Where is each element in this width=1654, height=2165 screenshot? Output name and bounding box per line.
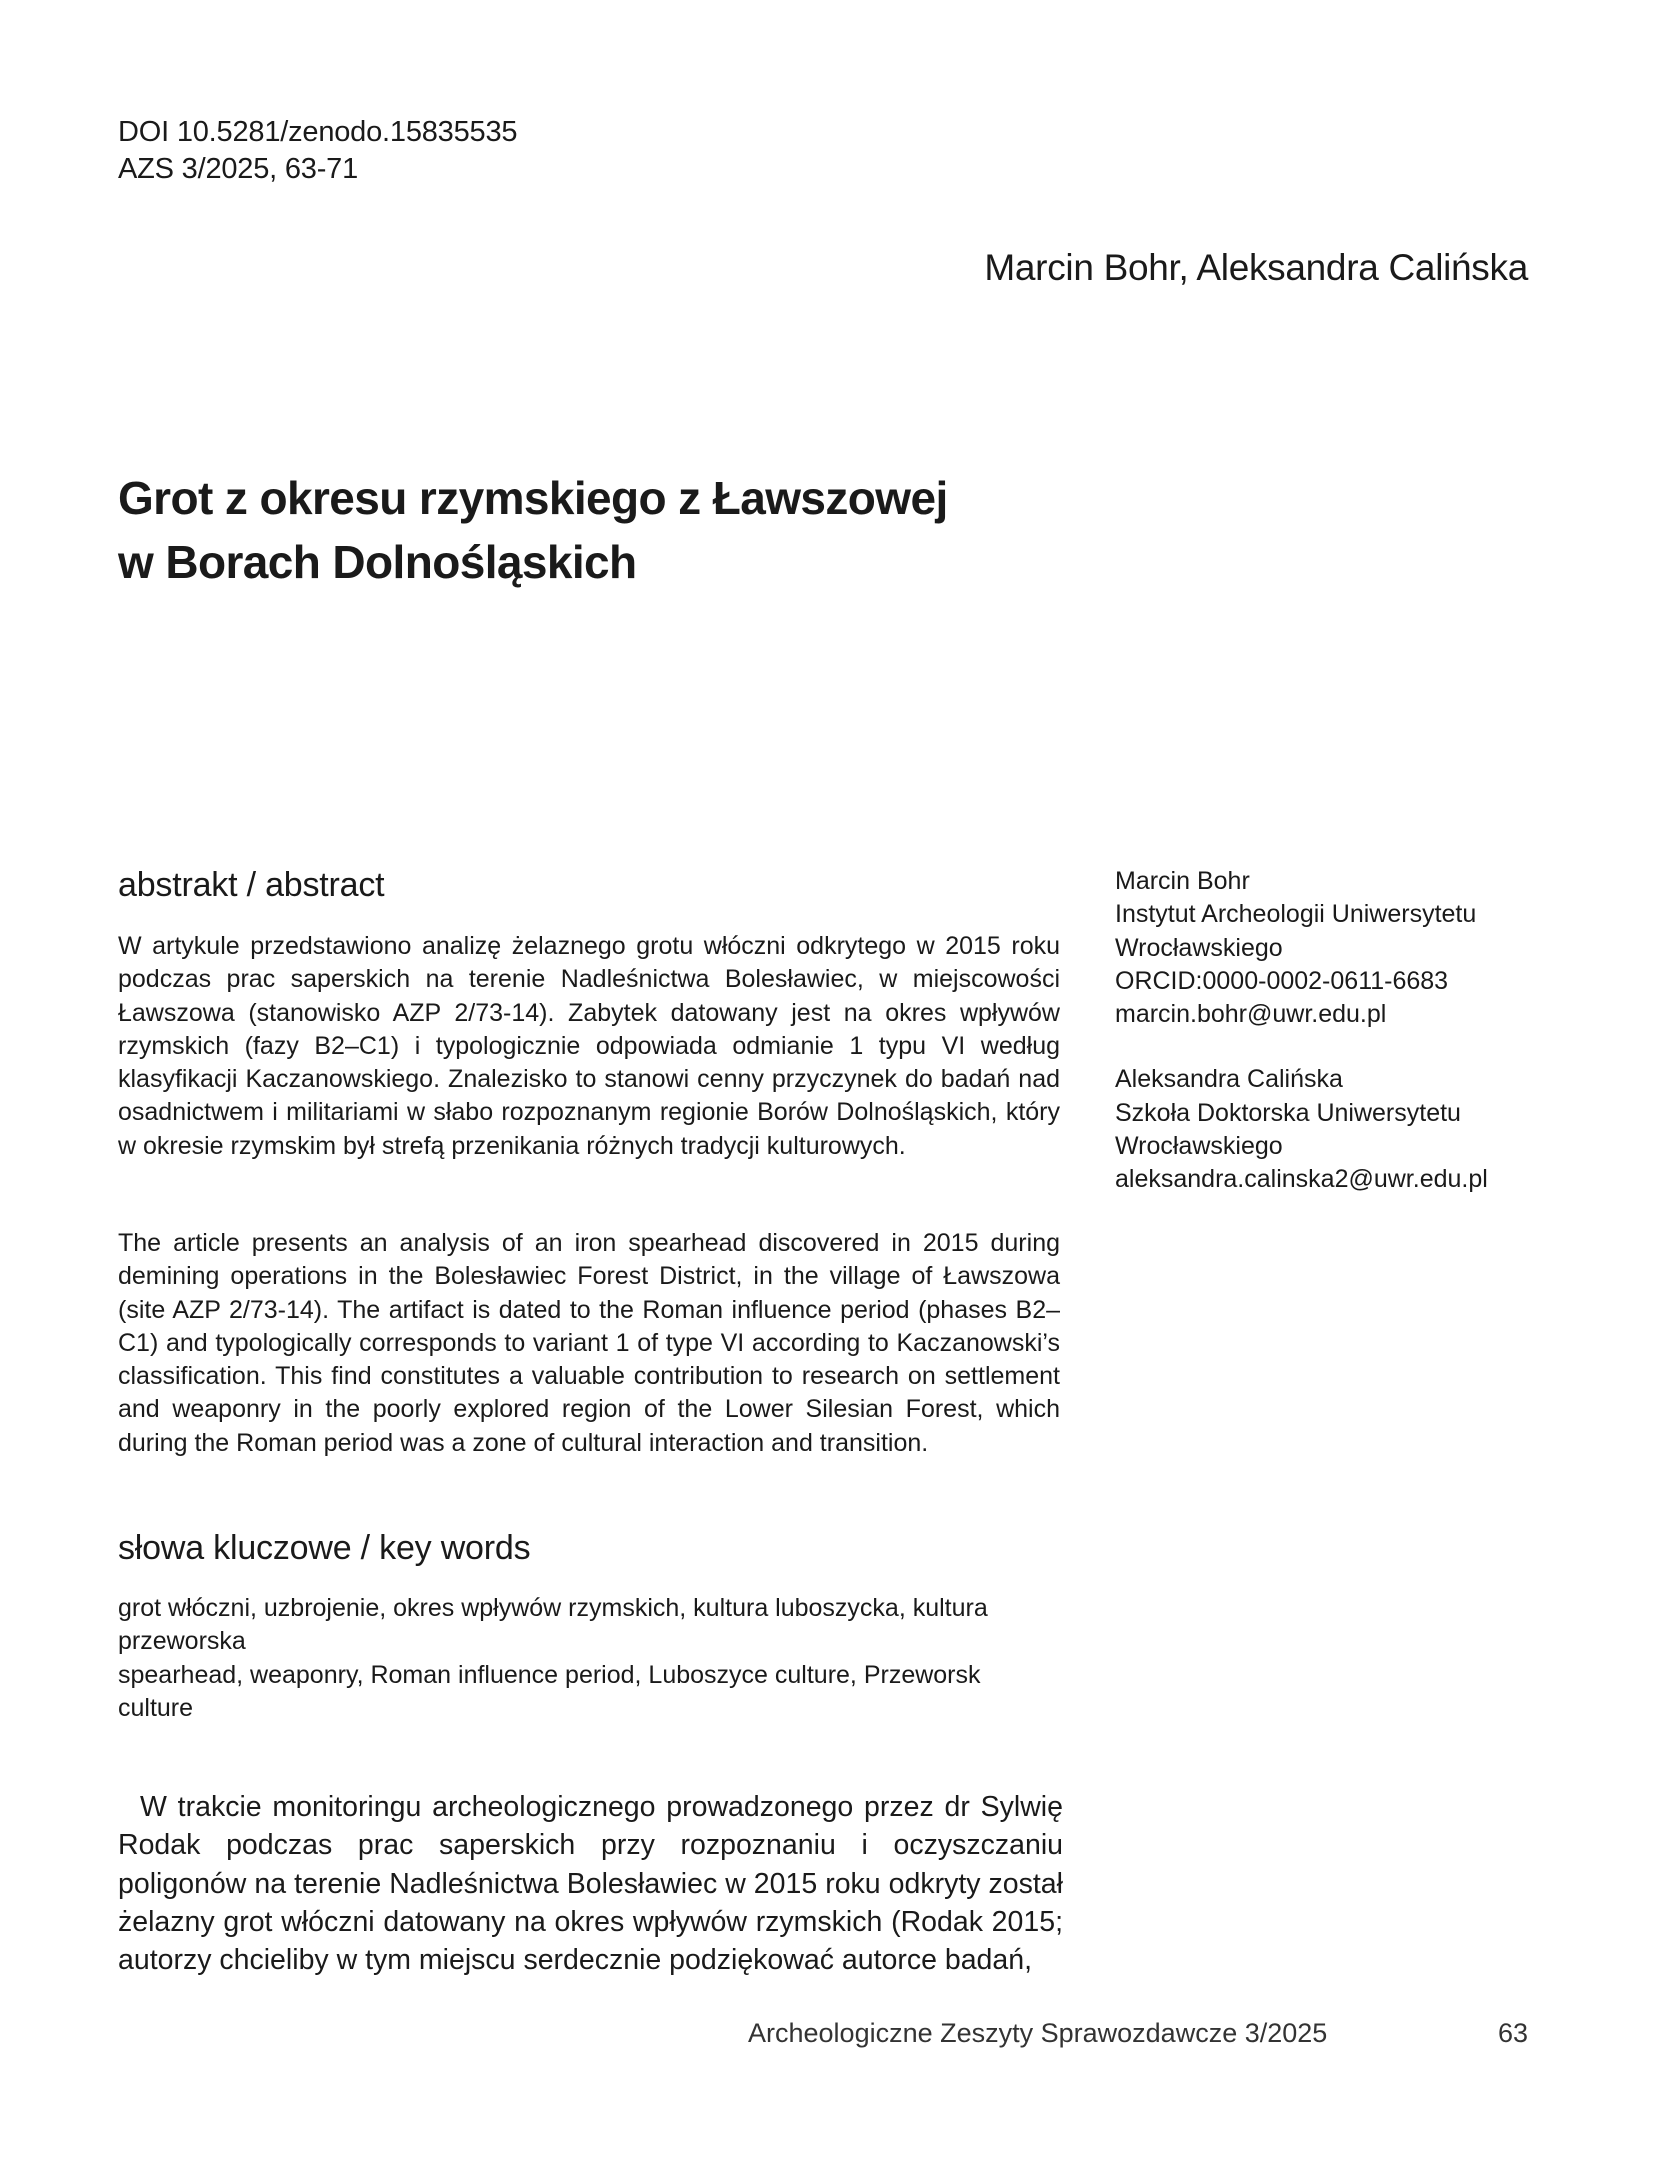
affiliation-institution: Wrocławskiego — [1115, 933, 1283, 962]
citation: AZS 3/2025, 63-71 — [118, 153, 359, 185]
affiliation-name: Aleksandra Calińska — [1115, 1065, 1343, 1094]
abstract-english: The article presents an analysis of an iron spearhead discovered in 2015 during demining operations in the Bolesławiec Forest District, in the village of Ławszowa (site AZP 2/73-14). The artifact is dated to the Roman influence period (phases B2–C1) and typologically corresponds to variant 1 of type VI according to Kaczanowski’s classification. This find constitutes a valuable contribution to research on settlement and weaponry in the poorly explored region of the Lower Silesian Forest, which during the Roman period was a zone of cultural interaction and transition. — [118, 1229, 1060, 1457]
body-paragraph: W trakcie monitoringu archeologicznego prowadzonego przez dr Sylwię Rodak podczas prac saperskich przy rozpoznaniu i oczyszczaniu poligonów na terenie Nadleśnictwa Bolesławiec w 2015 roku odkryty został żelazny grot włóczni datowany na okres wpływów rzymskich (Rodak 2015; autorzy chcieliby w tym miejscu serdecznie podziękować autorce badań, — [118, 1791, 1063, 1977]
affiliation-orcid: ORCID:0000-0002-0611-6683 — [1115, 966, 1449, 995]
affiliation-calinska — [1115, 1063, 1555, 1196]
keywords-heading: słowa kluczowe / key words — [118, 1529, 531, 1567]
keywords-english: spearhead, weaponry, Roman influence period, Luboszyce culture, Przeworsk culture — [118, 1660, 981, 1722]
affiliation-email: marcin.bohr@uwr.edu.pl — [1115, 1000, 1387, 1029]
doi: DOI 10.5281/zenodo.15835535 — [118, 116, 518, 148]
keywords-polish: grot włóczni, uzbrojenie, okres wpływów rzymskich, kultura luboszycka, kultura przeworska — [118, 1594, 988, 1656]
page-number: 63 — [1497, 2018, 1528, 2048]
footer-journal: Archeologiczne Zeszyty Sprawozdawcze 3/2025 — [748, 2018, 1328, 2048]
abstract-heading: abstrakt / abstract — [118, 866, 385, 904]
affiliation-name: Marcin Bohr — [1115, 867, 1250, 895]
author-affiliations — [1115, 865, 1555, 1229]
title-line-2: w Borach Dolnośląskich — [118, 536, 637, 588]
article-meta — [118, 114, 517, 188]
affiliation-email: aleksandra.calinska2@uwr.edu.pl — [1115, 1165, 1488, 1194]
authors: Marcin Bohr, Aleksandra Calińska — [984, 247, 1528, 288]
affiliation-institution: Wrocławskiego — [1115, 1132, 1283, 1161]
affiliation-institution: Instytut Archeologii Uniwersytetu — [1115, 900, 1477, 929]
title-line-1: Grot z okresu rzymskiego z Ławszowej — [118, 472, 948, 524]
affiliation-institution: Szkoła Doktorska Uniwersytetu — [1115, 1098, 1461, 1127]
article-title — [118, 466, 1118, 594]
affiliation-bohr — [1115, 865, 1555, 1031]
keywords — [118, 1592, 1060, 1725]
abstract-polish: W artykule przedstawiono analizę żelaznego grotu włóczni odkrytego w 2015 roku podczas prac saperskich na terenie Nadleśnictwa Bolesławiec, w miejscowości Ławszowa (stanowisko AZP 2/73-14). Zabytek datowany jest na okres wpływów rzymskich (fazy B2–C1) i typologicznie odpowiada odmianie 1 typu VI według klasyfikacji Kaczanowskiego. Znalezisko to stanowi cenny przyczynek do badań nad osadnictwem i militariami w słabo rozpoznanym regionie Borów Dolnośląskich, który w okresie rzymskim był strefą przenikania różnych tradycji kulturowych. — [118, 932, 1060, 1160]
